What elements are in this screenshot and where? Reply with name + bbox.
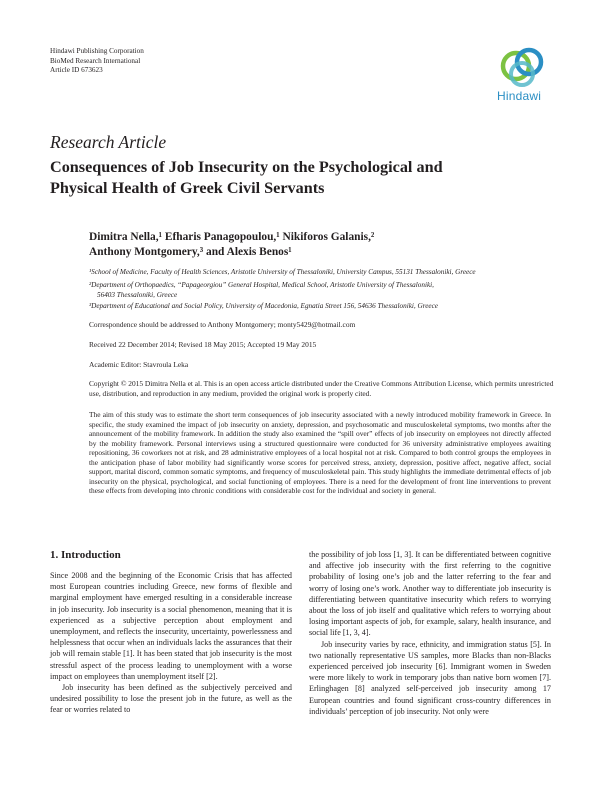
title-line-2: Physical Health of Greek Civil Servants xyxy=(50,179,325,197)
authors-line-2: Anthony Montgomery,³ and Alexis Benos¹ xyxy=(89,246,292,258)
section-heading: 1. Introduction xyxy=(50,549,121,561)
journal-name: BioMed Research International xyxy=(50,56,141,65)
paragraph: Since 2008 and the beginning of the Economic Crisis that has affected most European countries including Greece, new forms of flexible and marginal employment have emerged resulting in a considerable increase in job insecurity. Job insecurity is a social phenomenon, meaning that it is experienced as a subjective perception about employment and unemployment, and reflects the insecurity, uncertainty, powerlessness and helplessness that occur when an individuals lacks the assurances that their job will remain stable [1]. It has been stated that job insecurity is the most stressful aspect of the process leading to unemployment with a worse impact on employees than unemployment itself [2]. xyxy=(50,571,292,681)
publisher-name: Hindawi Publishing Corporation xyxy=(50,47,144,55)
authors-line-1: Dimitra Nella,¹ Efharis Panagopoulou,¹ Nikiforos Galanis,² xyxy=(89,231,375,243)
left-column xyxy=(50,570,292,716)
paragraph: Job insecurity has been defined as the subjectively perceived and undesired possibility to lose the present job in the future, as well as the fear or worries related to xyxy=(50,683,292,715)
article-type: Research Article xyxy=(50,132,167,152)
article-title xyxy=(50,157,550,199)
article-id: Article ID 673623 xyxy=(50,66,103,75)
affiliation-2: ²Department of Orthopaedics, “Papageorgiou” General Hospital, Medical School, Aristotle University of Thessaloniki, xyxy=(89,281,434,289)
copyright-notice: Copyright © 2015 Dimitra Nella et al. This is an open access article distributed under the Creative Commons Attribution License, which permits unrestricted use, distribution, and reproduction in any medium, provided the original work is properly cited. xyxy=(89,379,554,398)
publisher-info xyxy=(50,47,144,76)
article-dates: Received 22 December 2014; Revised 18 May 2015; Accepted 19 May 2015 xyxy=(89,340,317,349)
affiliation-2-cont: 56403 Thessaloniki, Greece xyxy=(97,290,178,299)
affiliation-3: ³Department of Educational and Social Policy, University of Macedonia, Egnatia Street 156, 54636 Thessaloniki, Greece xyxy=(89,302,438,310)
title-line-1: Consequences of Job Insecurity on the Psychological and xyxy=(50,158,443,176)
paragraph: Job insecurity varies by race, ethnicity, and immigration status [5]. In two nationally representative US samples, more Blacks than non-Blacks experienced perceived job insecurity [6]. Immigrant women in Sweden were more likely to work in temporary jobs than native born women [7]. Erlinghagen [8] analyzed self-perceived job insecurity among 17 European countries and found significant cross-country differences in individuals’ perception of job insecurity. Not only were xyxy=(309,639,551,716)
correspondence: Correspondence should be addressed to Anthony Montgomery; monty5429@hotmail.com xyxy=(89,320,356,329)
author-list xyxy=(89,230,549,260)
right-column xyxy=(309,549,551,717)
abstract: The aim of this study was to estimate the short term consequences of job insecurity associated with a newly introduced mobility framework in Greece. In specific, the study examined the impact of job insecurity on anxiety, depression, and psychosomatic and musculoskeletal symptoms, two months after the announcement of the mobility framework. In addition the study also examined the “spill over” effects of job insecurity on employees not directly affected by the mobility framework. Personal interviews using a structured questionnaire were conducted for 36 university administrative employees awaiting repositioning, 36 coworkers not at risk, and 28 administrative employees of a local hospital not at risk. Compared to both control groups the employees in the anticipation phase of labor mobility had significantly worse scores for perceived stress, anxiety, depression, positive affect, negative affect, social support, marital discord, common somatic symptoms, and frequency of musculoskeletal pain. This study highlights the immediate detrimental effects of job insecurity on the physical, psychological, and social functioning of employees. There is a need for the development of front line interventions to prevent these effects from developing into chronic conditions with considerable cost for the individual and society in general. xyxy=(89,410,551,496)
academic-editor: Academic Editor: Stavroula Leka xyxy=(89,360,189,369)
logo-wordmark: Hindawi xyxy=(497,89,542,103)
paragraph: the possibility of job loss [1, 3]. It can be differentiated between cognitive and affective job insecurity with the first referring to the cognitive probability of losing one’s job and the latter referring to the fear and worry of losing one’s work. Another way to differentiate job insecurity is differentiating between quantitative insecurity which refers to worrying about the loss of job itself and qualitative which refers to worrying about losing important aspects of job, for example, salary, health insurance, and social life [1, 3, 4]. xyxy=(309,550,551,638)
affiliation-1: ¹School of Medicine, Faculty of Health Sciences, Aristotle University of Thessaloniki, University Campus, 55131 Thessaloniki, Greece xyxy=(89,268,476,276)
